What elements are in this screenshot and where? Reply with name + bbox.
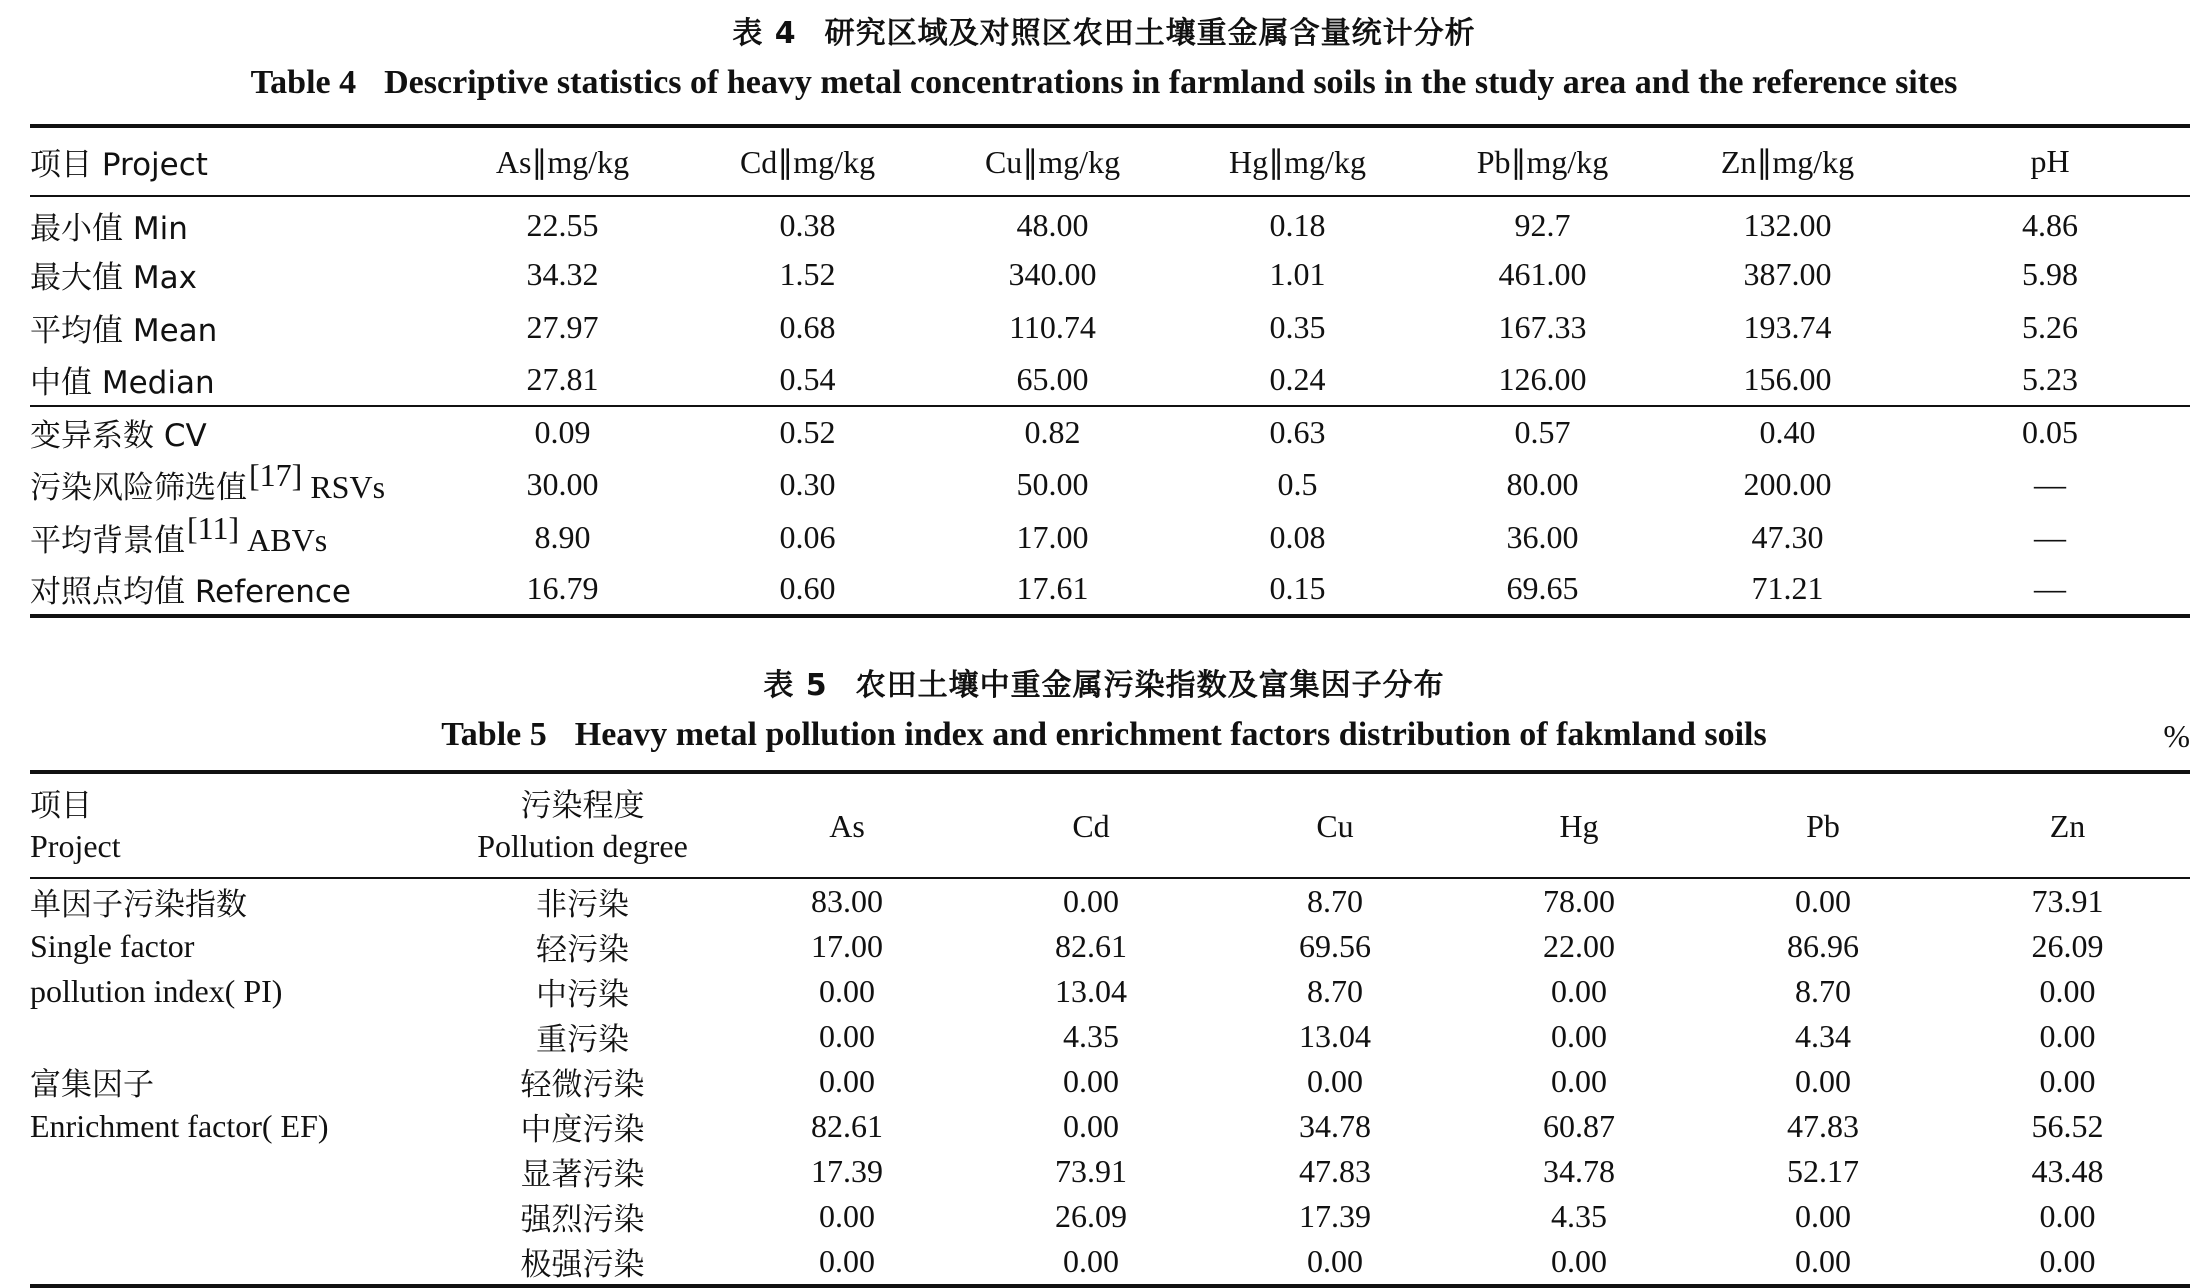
cell-cu: 0.00 [1307,1063,1363,1099]
table-row [30,564,2190,617]
table-row [30,196,2190,249]
row-label-en: ABVs [247,521,328,558]
cell-as: 34.32 [526,256,599,293]
table-row [30,406,2190,459]
cell-as: 27.81 [526,360,599,397]
group-label-line [30,1194,440,1239]
cell-zn: 73.91 [2031,883,2104,919]
table5-unit: % [2163,718,2190,754]
cell-zn: 47.30 [1751,518,1824,555]
cell-cd: 4.35 [1063,1018,1119,1054]
cell-cd: 0.00 [1063,883,1119,919]
cell-ph: — [2034,466,2066,503]
cell-zn: 0.00 [2039,1063,2096,1099]
citation-ref: [11] [187,509,240,546]
cell-hg: 0.35 [1269,308,1326,345]
pollution-degree: 轻污染 [536,932,629,968]
cell-as: 82.61 [811,1108,883,1144]
cell-as: 83.00 [811,883,883,919]
group-label-line [30,1239,440,1286]
table5-header-as: As [725,772,969,878]
group-label-line [30,1014,440,1059]
cell-hg: 22.00 [1543,928,1615,964]
row-label: 最大值 Max [30,260,197,297]
table4-header-cd: Cd∥mg/kg [685,126,930,196]
table4-header-project: 项目 Project [30,126,440,196]
cell-cu: 48.00 [1016,207,1089,244]
table4-header-zn: Zn∥mg/kg [1665,126,1910,196]
cell-pb: 92.7 [1514,207,1571,244]
cell-cu: 47.83 [1299,1153,1371,1189]
row-label-en: RSVs [310,469,386,506]
cell-as: 0.00 [819,1063,875,1099]
table5-header-project [30,772,440,878]
table5-header-cd: Cd [969,772,1213,878]
table-row [30,1059,2190,1104]
table-row [30,1014,2190,1059]
cell-hg: 0.15 [1175,564,1420,617]
table-row [30,459,2190,512]
cell-cu: 8.70 [1307,883,1363,919]
row-label [30,459,440,512]
table-row [30,1149,2190,1194]
cell-zn: 0.00 [2039,1198,2096,1234]
cell-pb: 86.96 [1787,928,1859,964]
cell-as: 0.00 [819,1018,875,1054]
table5-header-project-en: Project [30,827,121,864]
cell-ph: 4.86 [2022,207,2078,244]
table5-header-zn: Zn [1945,772,2190,878]
pollution-degree: 非污染 [536,887,629,923]
table-row [30,354,2190,407]
cell-hg: 0.63 [1175,406,1420,459]
table-row [30,1194,2190,1239]
table4-caption-en-label: Table 4 [250,64,357,101]
cell-cd: 0.06 [779,518,836,555]
table4-header-cu: Cu∥mg/kg [930,126,1175,196]
cell-cd: 1.52 [779,256,836,293]
cell-pb: 126.00 [1498,360,1587,397]
pollution-degree: 显著污染 [520,1157,645,1193]
cell-pb: 0.00 [1795,1063,1851,1099]
cell-as: 17.39 [811,1153,883,1189]
cell-as: 27.97 [526,308,599,345]
cell-cu: 17.39 [1299,1198,1371,1234]
table-row [30,249,2190,302]
cell-cd: 0.30 [779,466,836,503]
cell-cd: 73.91 [1055,1153,1127,1189]
cell-pb: 47.83 [1787,1108,1859,1144]
cell-pb: 0.57 [1420,406,1665,459]
cell-zn: 132.00 [1743,207,1832,244]
pollution-degree: 轻微污染 [520,1067,645,1103]
table4-caption-en [0,64,2208,102]
cell-zn: 56.52 [2031,1108,2104,1144]
table-row [30,924,2190,969]
table5-header-degree [440,772,725,878]
group-label-line: Enrichment factor( EF) [30,1108,329,1144]
table5-header-degree-zh: 污染程度 [520,787,645,824]
cell-as: 30.00 [526,466,599,503]
pollution-degree: 中污染 [536,977,629,1013]
table4-caption-zh [0,8,2208,52]
table5-caption-zh-label: 表 5 [763,668,828,703]
cell-hg: 0.00 [1551,973,1607,1009]
cell-zn: 0.40 [1665,406,1910,459]
table5-caption-zh [0,660,2208,704]
cell-cd: 82.61 [1055,928,1127,964]
pollution-degree: 重污染 [536,1022,629,1058]
cell-pb: 36.00 [1506,518,1579,555]
table5-caption-zh-text: 农田土壤中重金属污染指数及富集因子分布 [855,668,1445,703]
cell-zn: 71.21 [1665,564,1910,617]
cell-pb: 461.00 [1498,256,1587,293]
cell-cu: 17.00 [1016,518,1089,555]
cell-cd: 26.09 [1055,1198,1127,1234]
cell-cu: 0.82 [930,406,1175,459]
cell-cu: 340.00 [1008,256,1097,293]
cell-zn: 387.00 [1743,256,1832,293]
cell-pb: 52.17 [1787,1153,1859,1189]
cell-hg: 0.00 [1551,1018,1607,1054]
group-label-line: 富集因子 [30,1067,154,1103]
table4-header-hg: Hg∥mg/kg [1175,126,1420,196]
cell-as: 0.00 [725,1239,969,1286]
table5-caption-en [0,716,2208,754]
cell-zn: 0.00 [1945,1239,2190,1286]
cell-hg: 1.01 [1269,256,1326,293]
cell-ph: 5.23 [2022,360,2078,397]
table5-header-degree-en: Pollution degree [477,827,688,864]
cell-hg: 34.78 [1543,1153,1615,1189]
cell-hg: 4.35 [1551,1198,1607,1234]
pollution-degree: 中度污染 [520,1112,645,1148]
group-label-line: Single factor [30,928,195,964]
table-row [30,1239,2190,1286]
cell-as: 0.09 [440,406,685,459]
cell-zn: 26.09 [2031,928,2104,964]
row-label: 中值 Median [30,364,215,401]
cell-as: 0.00 [819,973,875,1009]
cell-zn: 193.74 [1743,308,1832,345]
cell-cd: 0.00 [969,1239,1213,1286]
cell-zn: 156.00 [1743,360,1832,397]
cell-hg: 0.00 [1457,1239,1701,1286]
cell-cd: 0.54 [779,360,836,397]
cell-hg: 0.18 [1269,207,1326,244]
cell-cd: 13.04 [1055,973,1127,1009]
cell-ph: 0.05 [1910,406,2190,459]
cell-cu: 69.56 [1299,928,1371,964]
cell-pb: 0.00 [1795,883,1851,919]
cell-pb: 167.33 [1498,308,1587,345]
cell-hg: 78.00 [1543,883,1615,919]
row-label: 变异系数 CV [30,406,440,459]
table4 [30,124,2190,618]
table-row [30,878,2190,924]
row-label-zh: 平均背景值 [30,522,185,559]
table-row [30,969,2190,1014]
pollution-degree: 极强污染 [440,1239,725,1286]
cell-hg: 0.5 [1277,466,1318,503]
cell-as: 8.90 [534,518,591,555]
row-label [30,511,440,564]
table-row [30,1104,2190,1149]
cell-cu: 8.70 [1307,973,1363,1009]
cell-hg: 60.87 [1543,1108,1615,1144]
cell-pb: 0.00 [1701,1239,1945,1286]
pollution-degree: 强烈污染 [520,1202,645,1238]
cell-cd: 0.60 [685,564,930,617]
cell-hg: 0.08 [1269,518,1326,555]
cell-as: 22.55 [526,207,599,244]
cell-cu: 0.00 [1213,1239,1457,1286]
cell-pb: 80.00 [1506,466,1579,503]
cell-ph: — [1910,564,2190,617]
cell-zn: 0.00 [2039,1018,2096,1054]
group-label-line: pollution index( PI) [30,973,283,1009]
cell-cd: 0.38 [779,207,836,244]
group-label-line: 单因子污染指数 [30,887,247,923]
table4-caption-zh-text: 研究区域及对照区农田土壤重金属含量统计分析 [824,16,1476,51]
row-label: 平均值 Mean [30,312,218,349]
row-label-zh: 污染风险筛选值 [30,470,247,507]
table4-caption-zh-label: 表 4 [732,16,797,51]
cell-as: 0.00 [819,1198,875,1234]
cell-cu: 50.00 [1016,466,1089,503]
cell-pb: 4.34 [1795,1018,1851,1054]
table5 [30,770,2190,1288]
table4-header-as: As∥mg/kg [440,126,685,196]
cell-hg: 0.00 [1551,1063,1607,1099]
table5-header-pb: Pb [1701,772,1945,878]
table-row [30,511,2190,564]
table5-header-hg: Hg [1457,772,1701,878]
cell-ph: — [2034,518,2066,555]
cell-as: 16.79 [440,564,685,617]
table4-caption-en-text: Descriptive statistics of heavy metal concentrations in farmland soils in the study area and the reference sites [384,64,1958,101]
row-label: 对照点均值 Reference [30,564,440,617]
cell-pb: 0.00 [1795,1198,1851,1234]
table5-caption-en-text: Heavy metal pollution index and enrichment factors distribution of fakmland soils [574,716,1767,753]
cell-ph: 5.26 [2022,308,2078,345]
cell-cd: 0.00 [1063,1063,1119,1099]
citation-ref: [17] [249,457,303,494]
table-row [30,301,2190,354]
cell-cu: 17.61 [930,564,1175,617]
table4-header-row [30,126,2190,196]
cell-cu: 34.78 [1299,1108,1371,1144]
cell-cd: 0.52 [685,406,930,459]
table5-header-project-zh: 项目 [30,787,92,824]
cell-ph: 5.98 [2022,256,2078,293]
table5-caption-en-label: Table 5 [441,716,547,753]
cell-pb: 8.70 [1795,973,1851,1009]
cell-cu: 13.04 [1299,1018,1371,1054]
cell-zn: 0.00 [2039,973,2096,1009]
cell-cu: 110.74 [1009,308,1096,345]
table4-header-ph: pH [1910,126,2190,196]
cell-as: 17.00 [811,928,883,964]
cell-cd: 0.00 [1063,1108,1119,1144]
group-label-line [30,1149,440,1194]
cell-pb: 69.65 [1420,564,1665,617]
cell-cu: 65.00 [1016,360,1089,397]
cell-zn: 43.48 [2031,1153,2104,1189]
cell-hg: 0.24 [1269,360,1326,397]
table4-header-pb: Pb∥mg/kg [1420,126,1665,196]
table5-header-row [30,772,2190,878]
cell-zn: 200.00 [1743,466,1832,503]
row-label: 最小值 Min [30,211,188,248]
table5-header-cu: Cu [1213,772,1457,878]
cell-cd: 0.68 [779,308,836,345]
